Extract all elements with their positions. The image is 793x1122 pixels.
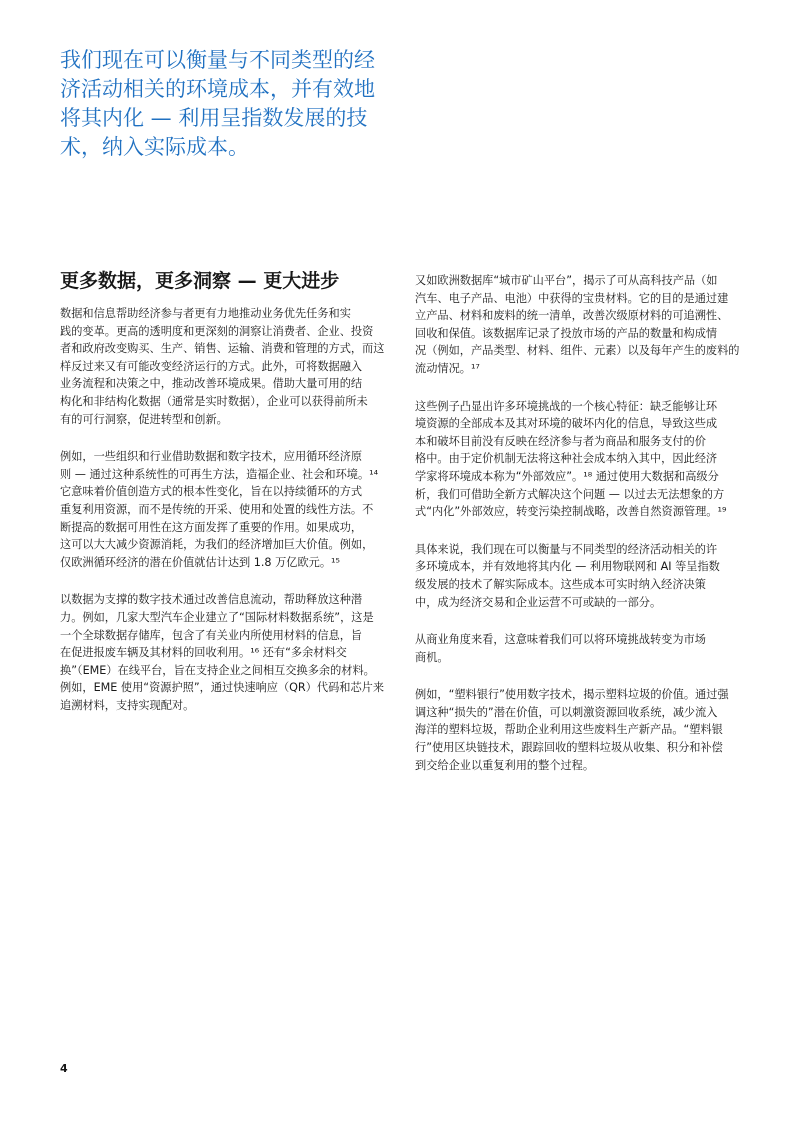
text-line: 格中。由于定价机制无法将这种社会成本纳入其中，因此经济 [415, 452, 718, 466]
text-line: 例如，一些组织和行业借助数据和数字技术，应用循环经济原 [60, 450, 363, 464]
text-line: 境资源的全部成本及其对环境的破坏内化的信息，导致这些成 [415, 417, 718, 431]
text-line: 本和破坏目前没有反映在经济参与者为商品和服务支付的价 [415, 434, 706, 448]
text-line: 数据和信息帮助经济参与者更有力地推动业务优先任务和实 [60, 307, 351, 320]
text-line: 断提高的数据可用性在这方面发挥了重要的作用。如果成功， [60, 520, 363, 534]
body-paragraph [415, 541, 745, 611]
left-column [60, 305, 390, 734]
text-line: 践的变革。更高的透明度和更深刻的洞察让消费者、企业、投资 [60, 324, 374, 338]
text-line: 重复利用资源，而不是传统的开采、使用和处置的线性方法。不 [60, 502, 374, 516]
text-line: 业务流程和决策之中，推动改善环境成果。借助大量可用的结 [60, 377, 363, 391]
text-line: 海洋的塑料垃圾，帮助企业利用这些废料生产新产品。“塑料银 [415, 723, 723, 737]
text-line: 则 — 通过这种系统性的可再生方法，造福企业、社会和环境。¹⁴ [60, 467, 379, 481]
text-line: 有的可行洞察，促进转型和创新。 [60, 412, 228, 426]
right-column [415, 272, 745, 794]
text-line: 者和政府改变购买、生产、销售、运输、消费和管理的方式，而这 [60, 342, 385, 356]
text-line: 多环境成本，并有效地将其内化 — 利用物联网和 AI 等呈指数 [415, 560, 720, 574]
pull-quote [60, 46, 390, 162]
body-paragraph [415, 398, 745, 521]
text-line: 式“内化”外部效应，转变污染控制战略，改善自然资源管理。¹⁹ [415, 505, 727, 519]
text-line: 以数据为支撑的数字技术通过改善信息流动，帮助释放这种潜 [60, 593, 363, 607]
text-line: 汽车、电子产品、电池）中获得的宝贵材料。它的目的是通过建 [415, 291, 729, 305]
text-line: 它意味着价值创造方式的根本性变化，旨在以持续循环的方式 [60, 485, 363, 499]
text-line: 况（例如，产品类型、材料、组件、元素）以及每年产生的废料的 [415, 344, 740, 358]
pull-quote-line: 术，纳入实际成本。 [60, 135, 249, 159]
text-line: 例如，EME 使用“资源护照”，通过快速响应（QR）代码和芯片来 [60, 681, 385, 695]
text-line: 仅欧洲循环经济的潜在价值就估计达到 1.8 万亿欧元。¹⁵ [60, 555, 341, 569]
text-line: 学家将环境成本称为“外部效应”。¹⁸ 通过使用大数据和高级分 [415, 469, 719, 483]
text-line: 样反过来又有可能改变经济运行的方式。此外，可将数据融入 [60, 359, 363, 373]
text-line: 从商业角度来看，这意味着我们可以将环境挑战转变为市场 [415, 633, 706, 647]
text-line: 这些例子凸显出许多环境挑战的一个核心特征：缺乏能够让环 [415, 399, 718, 413]
text-line: 调这种“损失的”潜在价值，可以刺激资源回收系统，减少流入 [415, 705, 718, 719]
body-paragraph [415, 686, 745, 774]
text-line: 在促进报废车辆及其材料的回收利用。¹⁶ 还有“多余材料交 [60, 646, 347, 660]
body-paragraph [415, 272, 745, 378]
text-line: 一个全球数据存储库，包含了有关业内所使用材料的信息，旨 [60, 628, 363, 642]
page-number: 4 [60, 1062, 68, 1075]
text-line: 商机。 [415, 650, 449, 664]
body-paragraph [60, 448, 390, 571]
pull-quote-line: 我们现在可以衡量与不同类型的经 [60, 48, 375, 72]
text-line: 行”使用区块链技术，跟踪回收的塑料垃圾从收集、积分和补偿 [415, 741, 723, 755]
text-line: 例如，“塑料银行”使用数字技术，揭示塑料垃圾的价值。通过强 [415, 688, 729, 702]
text-line: 又如欧洲数据库“城市矿山平台”，揭示了可从高科技产品（如 [415, 274, 718, 287]
text-line: 构化和非结构化数据（通常是实时数据），企业可以获得前所未 [60, 394, 368, 408]
text-line: 析，我们可借助全新方式解决这个问题 — 以过去无法想象的方 [415, 487, 725, 501]
text-line: 到交给企业以重复利用的整个过程。 [415, 758, 595, 772]
section-heading: 更多数据，更多洞察 — 更大进步 [60, 270, 340, 292]
text-line: 级发展的技术了解实际成本。这些成本可实时纳入经济决策 [415, 577, 706, 591]
text-line: 中，成为经济交易和企业运营不可或缺的一部分。 [415, 595, 662, 609]
text-line: 流动情况。¹⁷ [415, 361, 480, 375]
text-line: 这可以大大减少资源消耗，为我们的经济增加巨大价值。例如， [60, 538, 374, 552]
text-line: 具体来说，我们现在可以衡量与不同类型的经济活动相关的许 [415, 542, 718, 556]
text-line: 回收和保值。该数据库记录了投放市场的产品的数量和构成情 [415, 326, 718, 340]
text-line: 力。例如，几家大型汽车企业建立了“国际材料数据系统”，这是 [60, 610, 374, 624]
text-line: 追溯材料，支持实现配对。 [60, 698, 195, 712]
body-paragraph [415, 631, 745, 666]
text-line: 立产品、材料和废料的统一清单，改善次级原材料的可追溯性、 [415, 309, 729, 323]
text-line: 换”（EME）在线平台，旨在支持企业之间相互交换多余的材料。 [60, 663, 375, 677]
pull-quote-line: 济活动相关的环境成本，并有效地 [60, 77, 375, 101]
pull-quote-line: 将其内化 — 利用呈指数发展的技 [60, 106, 368, 130]
body-paragraph [60, 305, 390, 428]
body-paragraph [60, 591, 390, 714]
